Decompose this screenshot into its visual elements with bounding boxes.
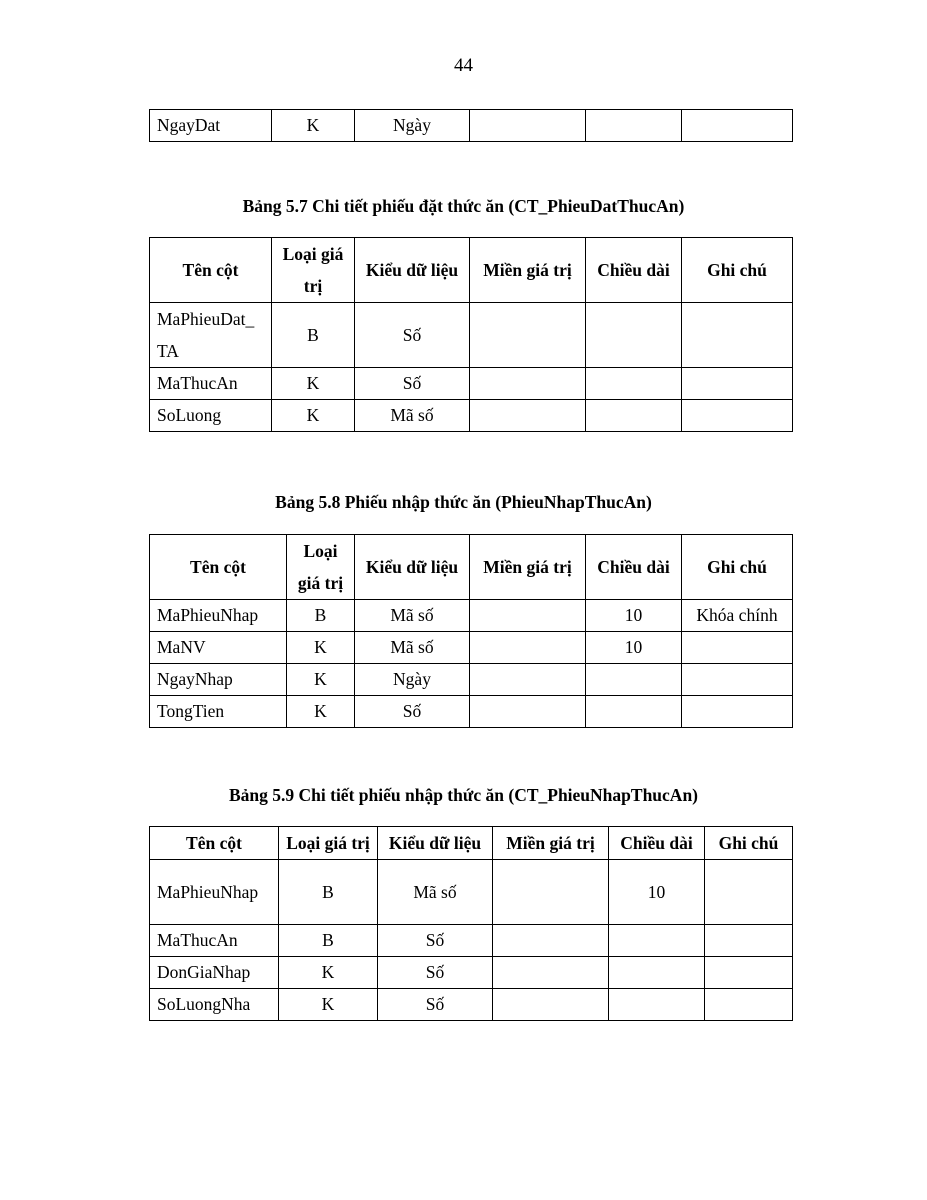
header-note: Ghi chú	[682, 535, 793, 600]
cell-column-name: NgayDat	[150, 110, 272, 142]
cell-value-type: K	[272, 368, 355, 400]
cell-value-type: B	[279, 860, 378, 925]
table-row	[150, 368, 793, 400]
header-data-type: Kiểu dữ liệu	[355, 535, 470, 600]
cell-length: 10	[586, 632, 682, 664]
table-row	[150, 110, 793, 142]
cell-column-name: MaPhieuDat_TA	[150, 303, 272, 368]
cell-value-type: K	[287, 696, 355, 728]
page-number: 44	[454, 55, 473, 76]
cell-note	[682, 303, 793, 368]
cell-data-type: Số	[355, 696, 470, 728]
cell-note	[682, 110, 793, 142]
cell-column-name: SoLuong	[150, 400, 272, 432]
cell-value-type: B	[272, 303, 355, 368]
cell-data-type: Số	[378, 957, 493, 989]
header-data-type: Kiểu dữ liệu	[355, 238, 470, 303]
table-5-7	[149, 237, 793, 432]
header-value-type: Loại giá trị	[272, 238, 355, 303]
cell-data-type: Mã số	[355, 600, 470, 632]
cell-value-type: K	[272, 400, 355, 432]
cell-domain	[470, 368, 586, 400]
cell-note	[705, 957, 793, 989]
cell-data-type: Mã số	[355, 632, 470, 664]
header-data-type: Kiểu dữ liệu	[378, 827, 493, 860]
cell-domain	[470, 632, 586, 664]
cell-data-type: Mã số	[355, 400, 470, 432]
header-domain: Miền giá trị	[493, 827, 609, 860]
table-row	[150, 989, 793, 1021]
cell-value-type: K	[279, 989, 378, 1021]
cell-note: Khóa chính	[682, 600, 793, 632]
header-value-type: Loại giá trị	[287, 535, 355, 600]
header-length: Chiều dài	[586, 238, 682, 303]
cell-column-name: TongTien	[150, 696, 287, 728]
cell-length	[586, 400, 682, 432]
header-domain: Miền giá trị	[470, 238, 586, 303]
header-length: Chiều dài	[609, 827, 705, 860]
cell-domain	[470, 664, 586, 696]
cell-data-type: Số	[355, 303, 470, 368]
cell-note	[705, 989, 793, 1021]
header-row	[150, 827, 793, 860]
cell-column-name: NgayNhap	[150, 664, 287, 696]
cell-length	[609, 925, 705, 957]
cell-column-name: MaThucAn	[150, 368, 272, 400]
cell-data-type: Ngày	[355, 664, 470, 696]
cell-column-name: MaPhieuNhap	[150, 600, 287, 632]
table-5-9	[149, 826, 793, 1021]
header-note: Ghi chú	[705, 827, 793, 860]
header-column-name: Tên cột	[150, 238, 272, 303]
cell-value-type: K	[272, 110, 355, 142]
cell-domain	[493, 957, 609, 989]
cell-domain	[493, 989, 609, 1021]
cell-length	[586, 110, 682, 142]
table-row	[150, 632, 793, 664]
cell-column-name: DonGiaNhap	[150, 957, 279, 989]
cell-note	[705, 860, 793, 925]
cell-length	[586, 303, 682, 368]
cell-data-type: Số	[378, 925, 493, 957]
continuation-table	[149, 109, 793, 142]
cell-note	[682, 664, 793, 696]
cell-length	[586, 368, 682, 400]
table-row	[150, 860, 793, 925]
table-5-9-caption: Bảng 5.9 Chi tiết phiếu nhập thức ăn (CT_PhieuNhapThucAn)	[228, 785, 698, 805]
cell-note	[682, 696, 793, 728]
header-value-type: Loại giá trị	[279, 827, 378, 860]
header-length: Chiều dài	[586, 535, 682, 600]
cell-note	[705, 925, 793, 957]
table-5-8-caption: Bảng 5.8 Phiếu nhập thức ăn (PhieuNhapThucAn)	[275, 492, 652, 512]
cell-value-type: B	[279, 925, 378, 957]
table-row	[150, 600, 793, 632]
cell-length	[586, 664, 682, 696]
table-row	[150, 303, 793, 368]
cell-length: 10	[586, 600, 682, 632]
table-row	[150, 925, 793, 957]
table-row	[150, 696, 793, 728]
cell-domain	[470, 303, 586, 368]
cell-value-type: B	[287, 600, 355, 632]
cell-length	[609, 989, 705, 1021]
cell-data-type: Số	[355, 368, 470, 400]
cell-domain	[493, 860, 609, 925]
cell-domain	[470, 400, 586, 432]
header-row	[150, 238, 793, 303]
cell-value-type: K	[287, 632, 355, 664]
cell-column-name: MaPhieuNhap	[150, 860, 279, 925]
table-row	[150, 400, 793, 432]
cell-value-type: K	[279, 957, 378, 989]
cell-domain	[470, 600, 586, 632]
cell-length	[586, 696, 682, 728]
cell-data-type: Số	[378, 989, 493, 1021]
table-row	[150, 957, 793, 989]
cell-domain	[470, 110, 586, 142]
cell-data-type: Ngày	[355, 110, 470, 142]
cell-note	[682, 400, 793, 432]
header-row	[150, 535, 793, 600]
header-domain: Miền giá trị	[470, 535, 586, 600]
cell-value-type: K	[287, 664, 355, 696]
header-column-name: Tên cột	[150, 535, 287, 600]
header-note: Ghi chú	[682, 238, 793, 303]
cell-column-name: MaNV	[150, 632, 287, 664]
cell-domain	[470, 696, 586, 728]
cell-column-name: MaThucAn	[150, 925, 279, 957]
table-5-7-caption: Bảng 5.7 Chi tiết phiếu đặt thức ăn (CT_PhieuDatThucAn)	[242, 196, 685, 216]
cell-note	[682, 632, 793, 664]
cell-length	[609, 957, 705, 989]
table-5-8	[149, 534, 793, 728]
cell-column-name: SoLuongNha	[150, 989, 279, 1021]
cell-data-type: Mã số	[378, 860, 493, 925]
table-row	[150, 664, 793, 696]
cell-domain	[493, 925, 609, 957]
cell-note	[682, 368, 793, 400]
header-column-name: Tên cột	[150, 827, 279, 860]
cell-length: 10	[609, 860, 705, 925]
